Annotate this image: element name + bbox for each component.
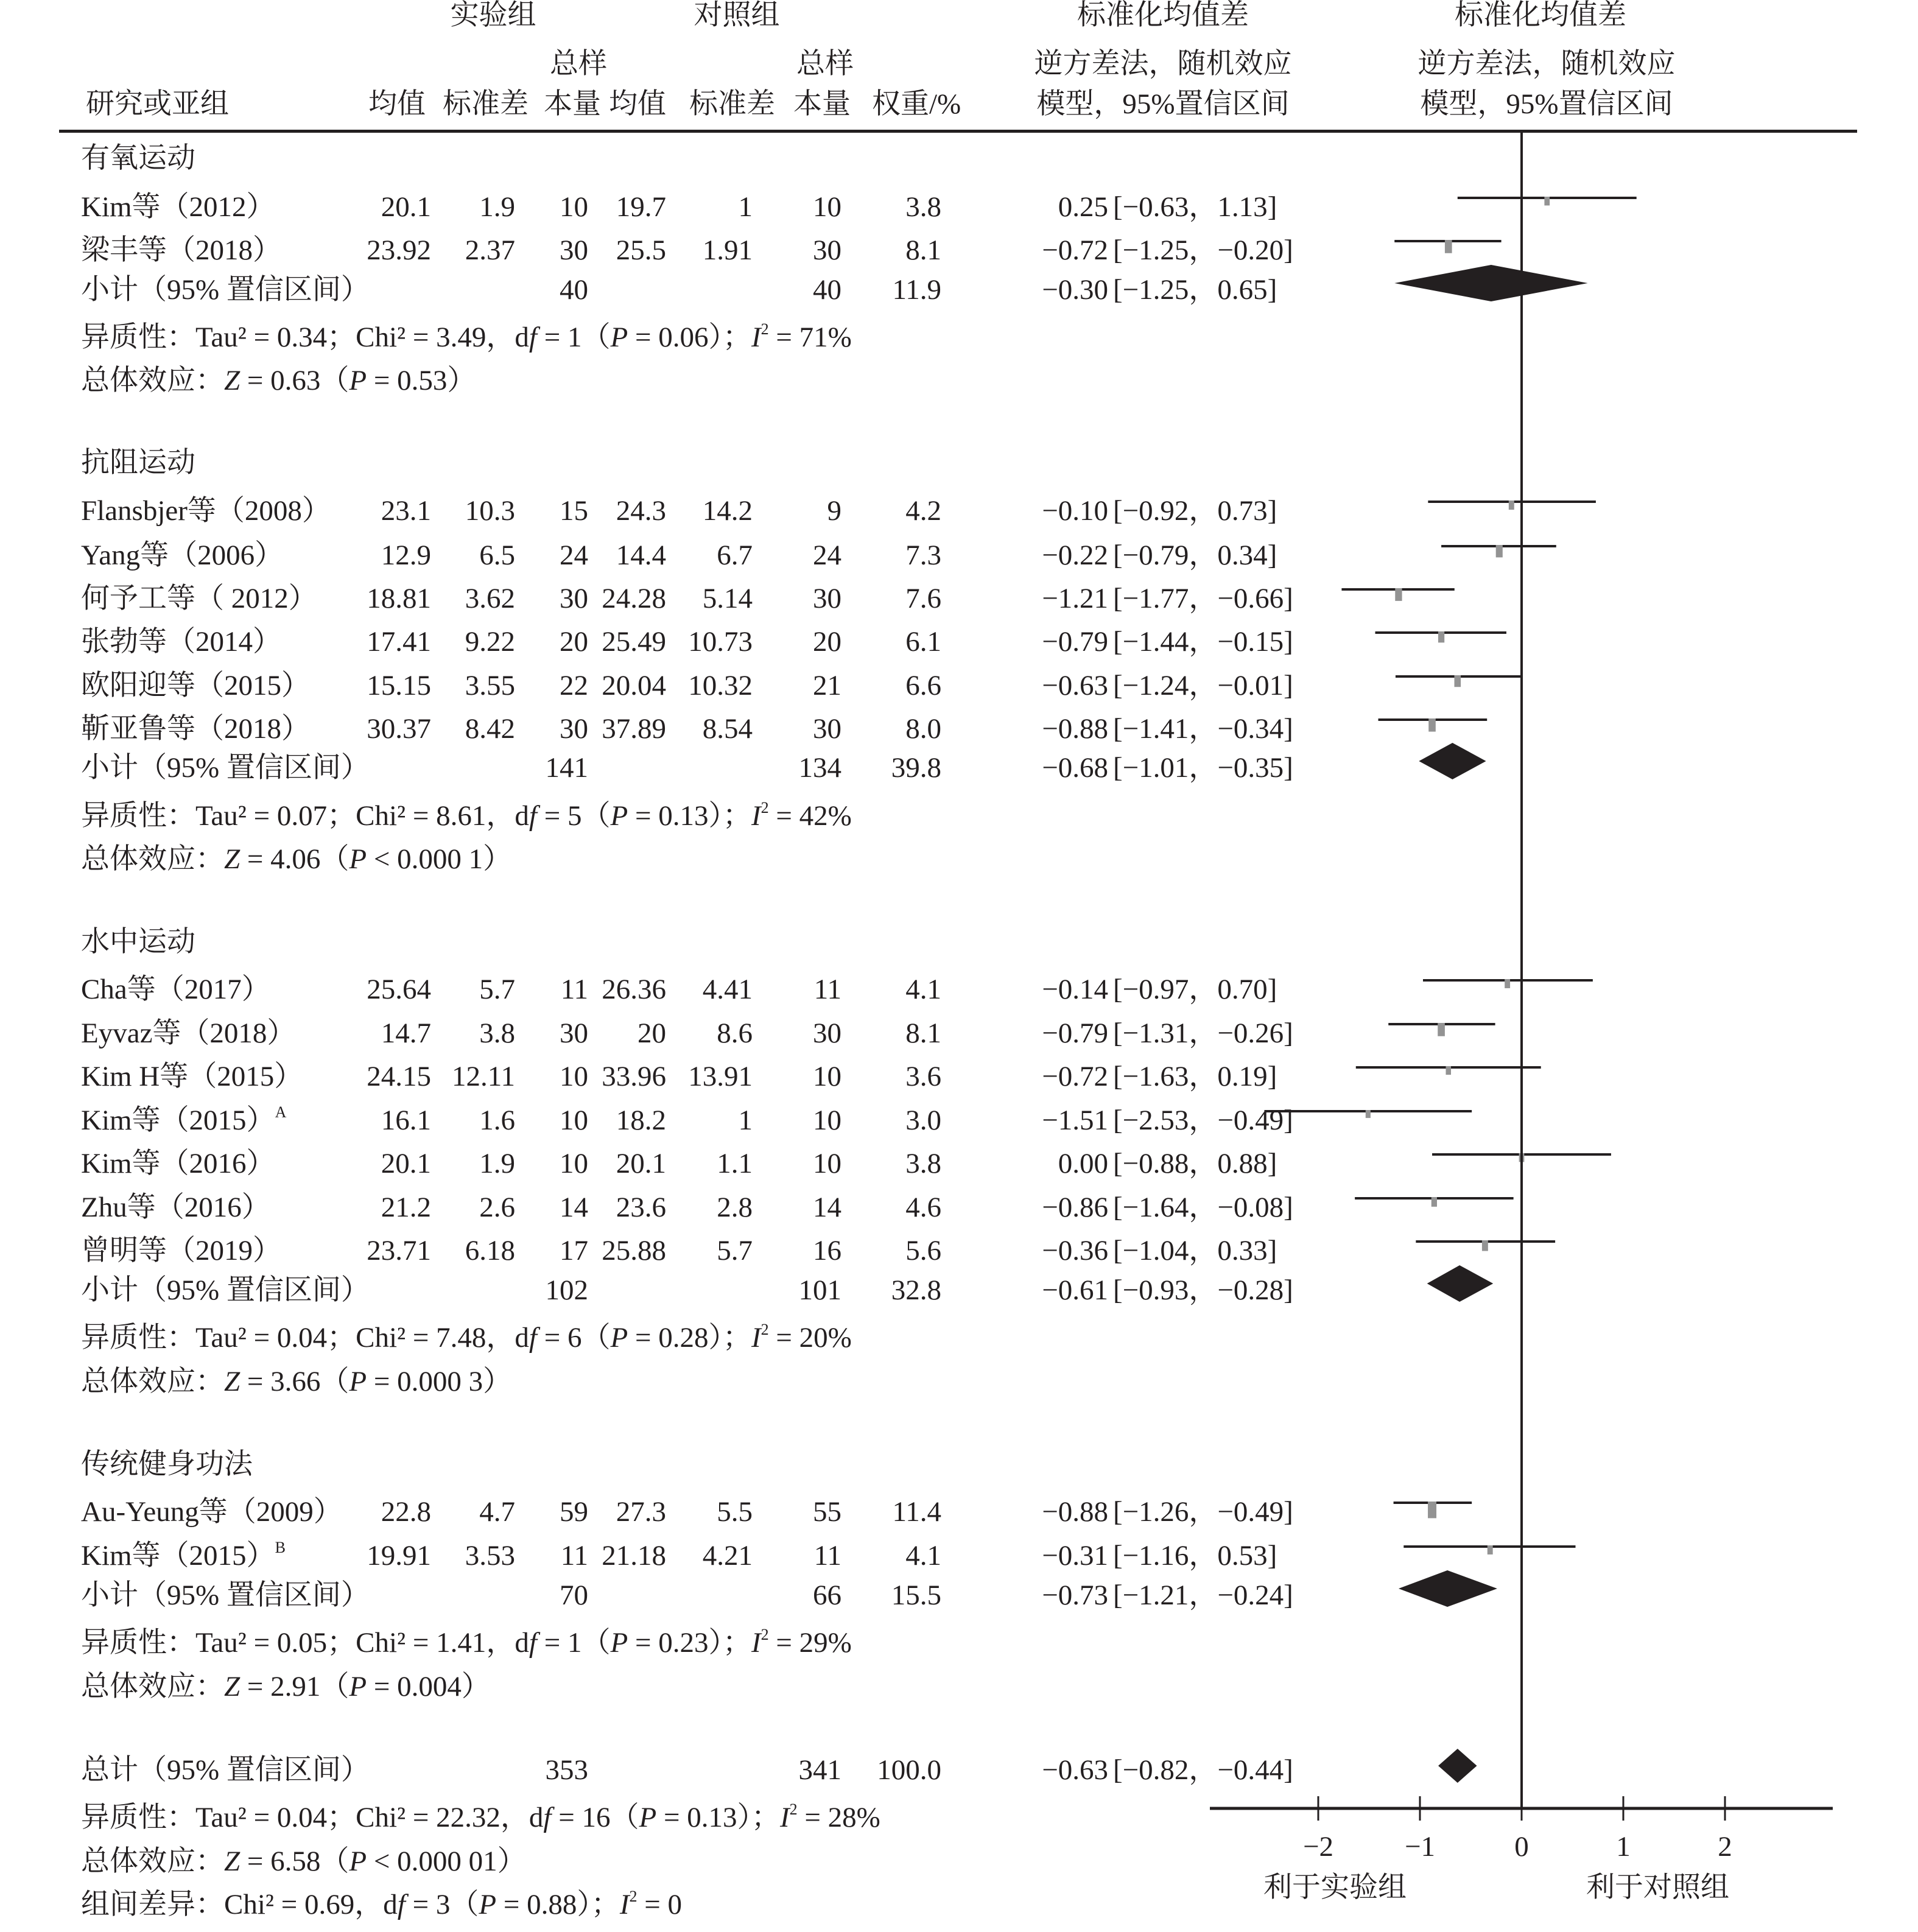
study-label: Kim等（2016） (81, 1148, 275, 1180)
effect-marker (1428, 718, 1436, 732)
study-sd1: 3.55 (465, 670, 515, 702)
subtotal-ci: [−1.21，−0.24] (1113, 1579, 1293, 1612)
study-m2: 25.88 (602, 1235, 666, 1267)
study-m1: 17.41 (367, 626, 431, 658)
header-method-line1-b: 逆方差法，随机效应 (1417, 48, 1676, 80)
study-w: 4.6 (905, 1192, 941, 1224)
study-m1: 16.1 (381, 1105, 431, 1137)
study-m2: 14.4 (616, 539, 666, 572)
study-label: Zhu等（2016） (81, 1192, 270, 1224)
study-smd: −0.14 (1042, 974, 1108, 1006)
study-m1: 14.7 (381, 1017, 431, 1050)
study-label: 梁丰等（2018） (81, 234, 281, 267)
study-sd2: 10.32 (688, 670, 753, 702)
study-n2: 55 (813, 1496, 841, 1528)
study-ci: [−2.53，−0.49] (1113, 1105, 1293, 1137)
group-heading: 抗阻运动 (81, 447, 195, 479)
effect-marker (1366, 1110, 1371, 1118)
x-axis-tick-label: 0 (1514, 1831, 1529, 1863)
study-n2: 20 (813, 626, 841, 658)
study-w: 7.3 (905, 539, 941, 572)
header-mean-2: 均值 (609, 88, 666, 120)
study-m2: 20.1 (616, 1148, 666, 1180)
study-smd: −0.31 (1042, 1540, 1108, 1572)
study-label: Cha等（2017） (81, 974, 270, 1006)
subtotal-label: 小计（95% 置信区间） (81, 274, 370, 306)
total-n1: 353 (545, 1754, 588, 1786)
study-ci: [−1.77，−0.66] (1113, 583, 1293, 615)
subtotal-smd: −0.61 (1042, 1274, 1108, 1307)
study-smd: −0.88 (1042, 713, 1108, 745)
study-n1: 11 (560, 1540, 588, 1572)
subtotal-label: 小计（95% 置信区间） (81, 1274, 370, 1307)
header-total-top-2: 总样 (796, 48, 854, 80)
study-n1: 10 (560, 1148, 588, 1180)
study-label: 靳亚鲁等（2018） (81, 713, 310, 745)
study-label: Kim等$(2015)^A$ (81, 1103, 287, 1137)
subtotal-label: 小计（95% 置信区间） (81, 1579, 370, 1612)
effect-marker (1482, 1240, 1488, 1251)
study-m2: 20.04 (602, 670, 666, 702)
study-m1: 22.8 (381, 1496, 431, 1528)
effect-marker (1395, 588, 1402, 601)
study-ci: [−1.16，0.53] (1113, 1540, 1277, 1572)
subtotal-diamond (1399, 1570, 1497, 1607)
study-n2: 9 (827, 495, 841, 527)
study-m1: 23.1 (381, 495, 431, 527)
study-label: 曾明等（2019） (81, 1235, 281, 1267)
study-m2: 20 (638, 1017, 666, 1050)
study-m1: 21.2 (381, 1192, 431, 1224)
study-smd: −0.63 (1042, 670, 1108, 702)
study-n2: 11 (813, 974, 841, 1006)
study-sd1: 4.7 (479, 1496, 515, 1528)
study-ci: [−1.64，−0.08] (1113, 1192, 1293, 1224)
study-n2: 30 (813, 1017, 841, 1050)
heterogeneity-stats: 异质性：Tau² = 0.34；Chi² = 3.49，df = 1（P = 0.06）；$I^2 = 71\%$ (81, 320, 852, 354)
effect-marker (1509, 501, 1514, 510)
total-ci: [−0.82，−0.44] (1113, 1754, 1293, 1786)
subtotal-n1: 70 (560, 1579, 588, 1612)
header-weight: 权重/% (872, 88, 961, 120)
study-m1: 25.64 (367, 974, 431, 1006)
study-w: 4.1 (905, 1540, 941, 1572)
study-smd: −0.22 (1042, 539, 1108, 572)
study-label: Eyvaz等（2018） (81, 1017, 296, 1050)
header-ctrl-group: 对照组 (694, 0, 780, 31)
study-n2: 30 (813, 713, 841, 745)
study-n1: 10 (560, 191, 588, 223)
header-smd-title-2: 标准化均值差 (1455, 0, 1626, 31)
study-ci: [−1.44，−0.15] (1113, 626, 1293, 658)
study-smd: −0.88 (1042, 1496, 1108, 1528)
study-m1: 19.91 (367, 1540, 431, 1572)
study-sd1: 12.11 (451, 1061, 515, 1093)
study-ci: [−0.88，0.88] (1113, 1148, 1277, 1180)
overall-effect-stats: 总体效应：Z = 0.63（P = 0.53） (81, 365, 476, 397)
study-w: 11.4 (892, 1496, 941, 1528)
study-label: Yang等（2006） (81, 539, 284, 572)
study-m2: 27.3 (616, 1496, 666, 1528)
study-n1: 15 (560, 495, 588, 527)
study-m1: 15.15 (367, 670, 431, 702)
study-sd2: 4.41 (702, 974, 753, 1006)
study-n1: 30 (560, 234, 588, 267)
x-axis-tick-label: −2 (1302, 1831, 1334, 1863)
study-sd1: 1.9 (479, 1148, 515, 1180)
subtotal-w: 11.9 (892, 274, 941, 306)
study-sd2: 8.6 (717, 1017, 753, 1050)
study-w: 6.6 (905, 670, 941, 702)
study-sd2: 1 (738, 1105, 753, 1137)
study-sd1: 2.6 (479, 1192, 515, 1224)
study-sd2: 4.21 (702, 1540, 753, 1572)
effect-marker (1505, 979, 1510, 988)
subtotal-diamond (1427, 1265, 1494, 1302)
study-smd: −0.86 (1042, 1192, 1108, 1224)
study-n2: 21 (813, 670, 841, 702)
header-total-bottom-1: 本量 (544, 88, 601, 120)
study-sd1: 1.9 (479, 191, 515, 223)
study-n2: 10 (813, 191, 841, 223)
study-label: Kim等（2012） (81, 191, 275, 223)
study-m1: 12.9 (381, 539, 431, 572)
total-n2: 341 (798, 1754, 841, 1786)
study-label: 欧阳迎等（2015） (81, 670, 310, 702)
study-sd1: 9.22 (465, 626, 515, 658)
subtotal-w: 32.8 (891, 1274, 941, 1307)
study-n1: 11 (560, 974, 588, 1006)
subtotal-smd: −0.73 (1042, 1579, 1108, 1612)
study-ci: [−1.26，−0.49] (1113, 1496, 1293, 1528)
heterogeneity-stats: 异质性：Tau² = 0.04；Chi² = 7.48，df = 6（P = 0.28）；$I^2 = 20\%$ (81, 1321, 852, 1354)
header-exp-group: 实验组 (450, 0, 536, 31)
study-smd: −0.10 (1042, 495, 1108, 527)
subtotal-ci: [−1.25，0.65] (1113, 274, 1277, 306)
study-ci: [−1.24，−0.01] (1113, 670, 1293, 702)
study-m1: 23.92 (367, 234, 431, 267)
study-n2: 10 (813, 1148, 841, 1180)
effect-marker (1454, 675, 1461, 687)
study-m2: 19.7 (616, 191, 666, 223)
effect-marker (1428, 1502, 1436, 1518)
subgroup-difference-stats: 组间差异：Chi² = 0.69，df = 3（P = 0.88）；$I^2 = 0$ (81, 1888, 682, 1921)
study-w: 3.6 (905, 1061, 941, 1093)
study-ci: [−0.63，1.13] (1113, 191, 1277, 223)
header-study-col: 研究或亚组 (86, 88, 229, 120)
study-sd2: 8.54 (702, 713, 753, 745)
study-label: 张勃等（2014） (81, 626, 281, 658)
group-heading: 传统健身功法 (81, 1449, 253, 1481)
subtotal-n2: 101 (798, 1274, 841, 1307)
subtotal-w: 15.5 (891, 1579, 941, 1612)
study-sd2: 5.7 (717, 1235, 753, 1267)
study-m2: 25.49 (602, 626, 666, 658)
study-m2: 18.2 (616, 1105, 666, 1137)
study-ci: [−1.04，0.33] (1113, 1235, 1277, 1267)
study-w: 8.0 (905, 713, 941, 745)
study-sd2: 1 (738, 191, 753, 223)
subtotal-n1: 102 (545, 1274, 588, 1307)
study-w: 7.6 (905, 583, 941, 615)
study-smd: −1.21 (1042, 583, 1108, 615)
subtotal-n2: 40 (813, 274, 841, 306)
study-m2: 23.6 (616, 1192, 666, 1224)
total-w: 100.0 (877, 1754, 941, 1786)
subtotal-smd: −0.30 (1042, 274, 1108, 306)
study-sd1: 6.5 (479, 539, 515, 572)
study-sd2: 5.14 (702, 583, 753, 615)
study-n1: 20 (560, 626, 588, 658)
study-m1: 20.1 (381, 1148, 431, 1180)
header-sd-1: 标准差 (443, 88, 529, 120)
study-footnote-mark: B (275, 1539, 286, 1557)
study-m1: 18.81 (367, 583, 431, 615)
total-diamond (1438, 1749, 1477, 1783)
study-m2: 26.36 (602, 974, 666, 1006)
study-w: 4.1 (905, 974, 941, 1006)
study-ci: [−0.92，0.73] (1113, 495, 1277, 527)
header-total-top-1: 总样 (550, 48, 607, 80)
study-w: 3.0 (905, 1105, 941, 1137)
group-heading: 水中运动 (81, 926, 195, 958)
x-axis-tick-label: 2 (1718, 1831, 1732, 1863)
study-sd1: 2.37 (465, 234, 515, 267)
study-ci: [−1.25，−0.20] (1113, 234, 1293, 267)
study-m1: 20.1 (381, 191, 431, 223)
subtotal-n1: 40 (560, 274, 588, 306)
study-m1: 23.71 (367, 1235, 431, 1267)
subtotal-ci: [−0.93，−0.28] (1113, 1274, 1293, 1307)
study-m2: 21.18 (602, 1540, 666, 1572)
effect-marker (1445, 240, 1452, 253)
study-w: 8.1 (905, 1017, 941, 1050)
study-m2: 24.28 (602, 583, 666, 615)
effect-marker (1446, 1066, 1452, 1075)
subtotal-smd: −0.68 (1042, 752, 1108, 784)
subtotal-n2: 66 (813, 1579, 841, 1612)
study-label: Au-Yeung等（2009） (81, 1496, 342, 1528)
study-n1: 30 (560, 1017, 588, 1050)
total-label: 总计（95% 置信区间） (81, 1754, 370, 1786)
heterogeneity-stats: 异质性：Tau² = 0.07；Chi² = 8.61，df = 5（P = 0.13）；$I^2 = 42\%$ (81, 799, 852, 832)
study-sd2: 6.7 (717, 539, 753, 572)
total-smd: −0.63 (1042, 1754, 1108, 1786)
study-ci: [−1.31，−0.26] (1113, 1017, 1293, 1050)
total-overall-effect-stats: 总体效应：Z = 6.58（P < 0.000 01） (81, 1846, 526, 1878)
study-sd1: 3.62 (465, 583, 515, 615)
study-n1: 17 (560, 1235, 588, 1267)
study-sd1: 1.6 (479, 1105, 515, 1137)
header-sd-2: 标准差 (689, 88, 775, 120)
subtotal-w: 39.8 (891, 752, 941, 784)
study-smd: −0.72 (1042, 234, 1108, 267)
header-mean-1: 均值 (368, 88, 426, 120)
study-n2: 10 (813, 1061, 841, 1093)
subtotal-diamond (1394, 265, 1587, 301)
header-smd-title-1: 标准化均值差 (1077, 0, 1249, 31)
effect-marker (1488, 1545, 1493, 1554)
study-n2: 24 (813, 539, 841, 572)
study-smd: −0.79 (1042, 626, 1108, 658)
study-w: 8.1 (905, 234, 941, 267)
subtotal-diamond (1419, 743, 1486, 779)
study-sd2: 14.2 (702, 495, 753, 527)
group-heading: 有氧运动 (81, 142, 195, 175)
study-m2: 33.96 (602, 1061, 666, 1093)
study-n1: 14 (560, 1192, 588, 1224)
study-n1: 22 (560, 670, 588, 702)
study-sd1: 10.3 (465, 495, 515, 527)
effect-marker (1544, 197, 1550, 205)
study-n1: 30 (560, 713, 588, 745)
study-ci: [−1.41，−0.34] (1113, 713, 1293, 745)
study-ci: [−0.97，0.70] (1113, 974, 1277, 1006)
study-sd2: 1.91 (702, 234, 753, 267)
study-label: Kim等$(2015)^B$ (81, 1539, 286, 1572)
study-smd: −1.51 (1042, 1105, 1108, 1137)
study-smd: 0.00 (1058, 1148, 1108, 1180)
study-smd: −0.79 (1042, 1017, 1108, 1050)
study-w: 3.8 (905, 1148, 941, 1180)
study-n2: 30 (813, 234, 841, 267)
subtotal-n1: 141 (545, 752, 588, 784)
study-n1: 10 (560, 1105, 588, 1137)
study-n2: 16 (813, 1235, 841, 1267)
study-sd2: 13.91 (688, 1061, 753, 1093)
study-m1: 30.37 (367, 713, 431, 745)
header-method-line1-a: 逆方差法，随机效应 (1034, 48, 1292, 80)
study-n2: 30 (813, 583, 841, 615)
overall-effect-stats: 总体效应：Z = 4.06（P < 0.000 1） (81, 843, 512, 876)
header-total-bottom-2: 本量 (793, 88, 851, 120)
study-sd1: 3.8 (479, 1017, 515, 1050)
study-m2: 37.89 (602, 713, 666, 745)
study-smd: 0.25 (1058, 191, 1108, 223)
study-w: 6.1 (905, 626, 941, 658)
effect-marker (1496, 545, 1503, 557)
study-sd2: 5.5 (717, 1496, 753, 1528)
study-smd: −0.72 (1042, 1061, 1108, 1093)
study-sd2: 2.8 (717, 1192, 753, 1224)
study-n1: 10 (560, 1061, 588, 1093)
overall-effect-stats: 总体效应：Z = 3.66（P = 0.000 3） (81, 1366, 512, 1398)
overall-effect-stats: 总体效应：Z = 2.91（P = 0.004） (81, 1671, 490, 1703)
x-axis-tick-label: 1 (1616, 1831, 1631, 1863)
study-sd1: 5.7 (479, 974, 515, 1006)
subtotal-label: 小计（95% 置信区间） (81, 752, 370, 784)
study-sd1: 3.53 (465, 1540, 515, 1572)
study-n2: 14 (813, 1192, 841, 1224)
study-footnote-mark: A (275, 1103, 287, 1122)
study-n1: 30 (560, 583, 588, 615)
study-w: 5.6 (905, 1235, 941, 1267)
effect-marker (1438, 1023, 1445, 1036)
subtotal-ci: [−1.01，−0.35] (1113, 752, 1293, 784)
study-sd1: 6.18 (465, 1235, 515, 1267)
study-label: Flansbjer等（2008） (81, 495, 331, 527)
axis-label-left: 利于实验组 (1263, 1872, 1407, 1903)
study-m2: 24.3 (616, 495, 666, 527)
study-ci: [−0.79，0.34] (1113, 539, 1277, 572)
study-label: Kim H等（2015） (81, 1061, 303, 1093)
header-method-line2-a: 模型，95%置信区间 (1036, 88, 1290, 120)
study-w: 3.8 (905, 191, 941, 223)
study-n2: 11 (813, 1540, 841, 1572)
x-axis-tick-label: −1 (1404, 1831, 1436, 1863)
study-n1: 59 (560, 1496, 588, 1528)
study-m1: 24.15 (367, 1061, 431, 1093)
study-label: 何予工等（ 2012） (81, 583, 317, 615)
study-sd1: 8.42 (465, 713, 515, 745)
study-sd2: 10.73 (688, 626, 753, 658)
study-w: 4.2 (905, 495, 941, 527)
total-heterogeneity-stats: 异质性：Tau² = 0.04；Chi² = 22.32，df = 16（P = 0.13）；$I^2 = 28\%$ (81, 1800, 880, 1834)
heterogeneity-stats: 异质性：Tau² = 0.05；Chi² = 1.41，df = 1（P = 0.23）；$I^2 = 29\%$ (81, 1626, 852, 1659)
axis-label-right: 利于对照组 (1586, 1872, 1729, 1903)
study-n2: 10 (813, 1105, 841, 1137)
study-n1: 24 (560, 539, 588, 572)
study-m2: 25.5 (616, 234, 666, 267)
effect-marker (1431, 1197, 1437, 1207)
subtotal-n2: 134 (798, 752, 841, 784)
effect-marker (1438, 631, 1444, 642)
header-method-line2-b: 模型，95%置信区间 (1420, 88, 1673, 120)
study-ci: [−1.63，0.19] (1113, 1061, 1277, 1093)
study-sd2: 1.1 (717, 1148, 753, 1180)
study-smd: −0.36 (1042, 1235, 1108, 1267)
